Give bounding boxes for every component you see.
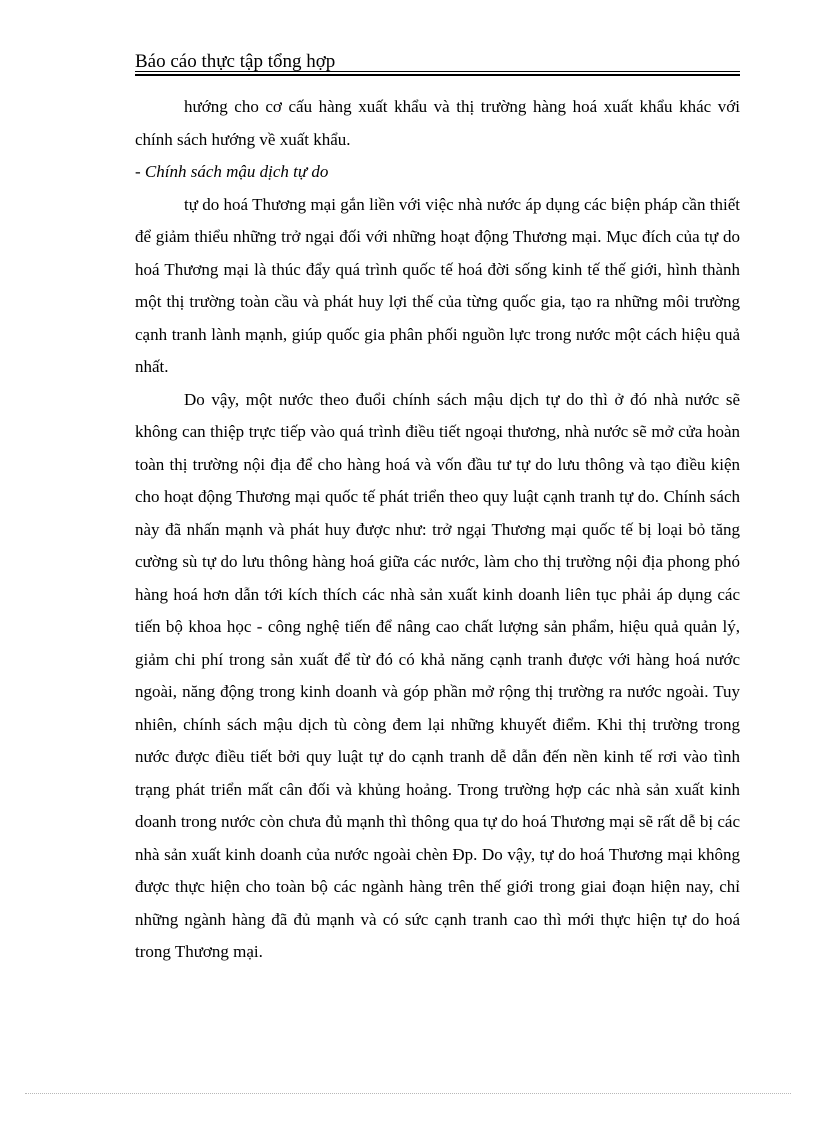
- header-rule-thin: [135, 71, 740, 72]
- paragraph-definition: tự do hoá Thương mại gắn liền với việc nhà nước áp dụng các biện pháp cần thiết để giảm thiểu những trở ngại đối với những hoạt động Thương mại. Mục đích của tự do hoá Thương mại là thúc đẩy quá trình quốc tế hoá đời sống kinh tế thế giới, hình thành một thị trường toàn cầu và phát huy lợi thế của từng quốc gia, tạo ra những môi trường cạnh tranh lành mạnh, giúp quốc gia phân phối nguồn lực trong nước một cách hiệu quả nhất.: [135, 194, 740, 376]
- document-body: [135, 91, 740, 969]
- paragraph-analysis: Do vậy, một nước theo đuổi chính sách mậu dịch tự do thì ở đó nhà nước sẽ không can thiệp trực tiếp vào quá trình điều tiết ngoại thương, nhà nước sẽ mở cửa hoàn toàn thị trường nội địa để cho hàng hoá và vốn đầu tư tự do lưu thông và tạo điều kiện cho hoạt động Thương mại quốc tế phát triển theo quy luật cạnh tranh tự do. Chính sách này đã nhấn mạnh và phát huy được như: trở ngại Thương mại quốc tế bị loại bỏ tăng cường sù tự do lưu thông hàng hoá giữa các nước, làm cho thị trường nội địa phong phó hàng hoá hơn dẫn tới kích thích các nhà sản xuất kinh doanh liên tục phải áp dụng các tiến bộ khoa học - công nghệ tiến để nâng cao chất lượng sản phẩm, hiệu quả quản lý, giảm chi phí trong sản xuất để từ đó có khả năng cạnh tranh được với hàng hoá nước ngoài, năng động trong kinh doanh và góp phần mở rộng thị trường ra nước ngoài. Tuy nhiên, chính sách mậu dịch tù còng đem lại những khuyết điểm. Khi thị trường trong nước được điều tiết bởi quy luật tự do cạnh tranh dễ dẫn đến nền kinh tế rơi vào tình trạng phát triển mất cân đối và khủng hoảng. Trong trường hợp các nhà sản xuất kinh doanh trong nước còn chưa đủ mạnh thì thông qua tự do hoá Thương mại sẽ rất dễ bị các nhà sản xuất kinh doanh của nước ngoài chèn Đp. Do vậy, tự do hoá Thương mại không được thực hiện cho toàn bộ các ngành hàng trên thế giới trong giai đoạn hiện nay, chỉ những ngành hàng đã đủ mạnh và có sức cạnh tranh cao thì mới thực hiện tự do hoá trong Thương mại.: [135, 389, 740, 961]
- page-bottom-border: [25, 1093, 791, 1094]
- header-rule-thick: [135, 74, 740, 76]
- section-subheading: - Chính sách mậu dịch tự do: [135, 162, 329, 181]
- page-header: [135, 50, 740, 74]
- paragraph-continuation: hướng cho cơ cấu hàng xuất khẩu và thị trường hàng hoá xuất khẩu khác với chính sách hướng về xuất khẩu.: [135, 97, 740, 149]
- header-title: Báo cáo thực tập tổng hợp: [135, 51, 336, 72]
